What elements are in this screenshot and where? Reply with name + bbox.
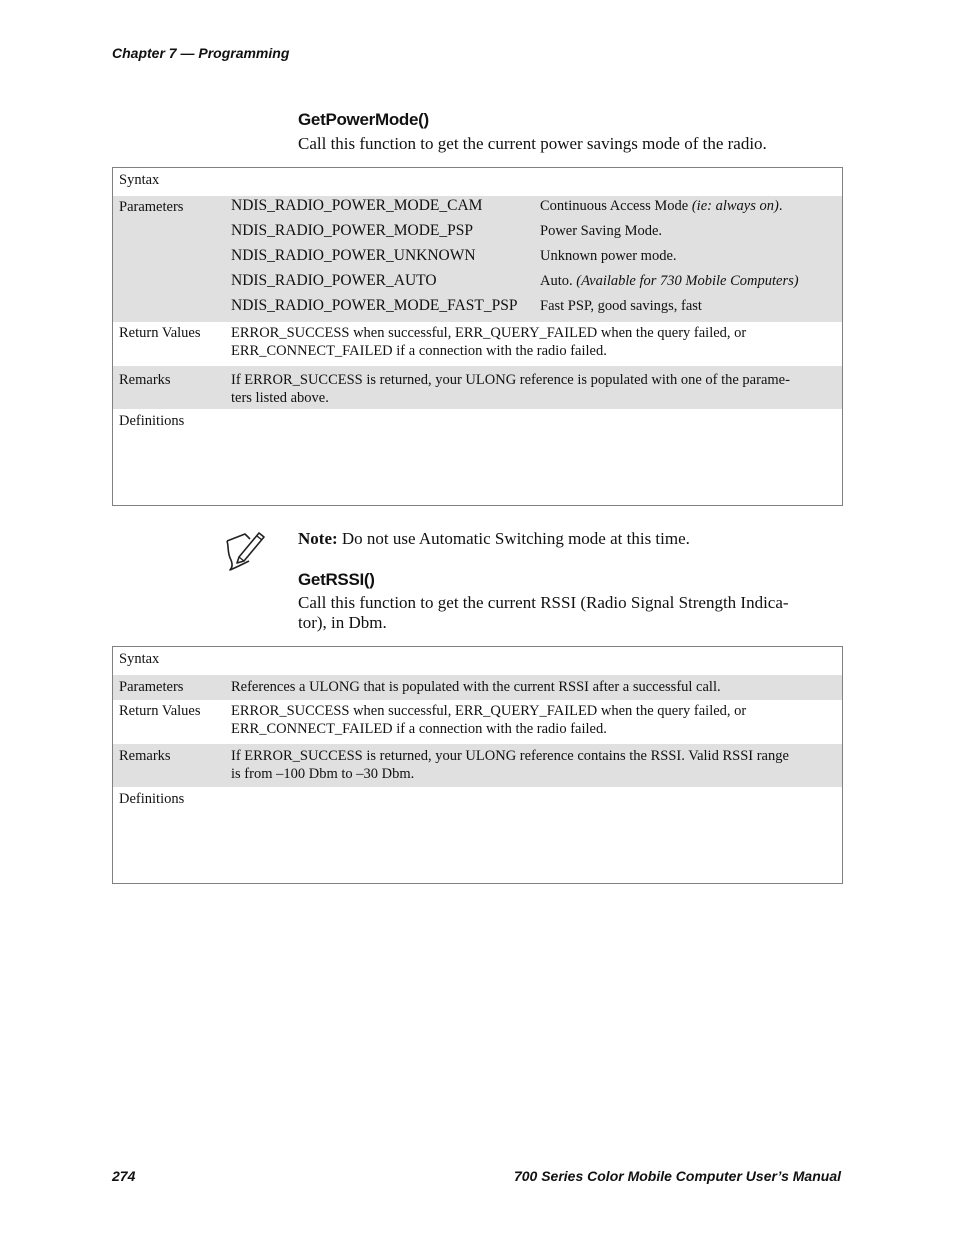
syntax-row bbox=[113, 168, 843, 197]
parameter-name: NDIS_RADIO_POWER_UNKNOWN bbox=[231, 246, 540, 271]
remarks-label: Remarks bbox=[113, 366, 232, 409]
remarks-text: If ERROR_SUCCESS is returned, your ULONG reference contains the RSSI. Valid RSSI range is from –100 Dbm to –30 Dbm. bbox=[231, 744, 843, 787]
return-values-row bbox=[113, 700, 843, 744]
parameter-description: Unknown power mode. bbox=[540, 246, 830, 271]
section-intro-getrssi: Call this function to get the current RSSI (Radio Signal Strength Indica- tor), in Dbm. bbox=[298, 593, 789, 632]
note-pencil-icon bbox=[223, 527, 269, 573]
parameter-name: NDIS_RADIO_POWER_MODE_CAM bbox=[231, 196, 540, 221]
parameter-item bbox=[231, 221, 830, 246]
manual-title: 700 Series Color Mobile Computer User’s Manual bbox=[513, 1168, 841, 1184]
definitions-row bbox=[113, 787, 843, 884]
parameter-list bbox=[231, 196, 830, 321]
remarks-label: Remarks bbox=[113, 744, 232, 787]
parameter-description: Continuous Access Mode (ie: always on). bbox=[540, 196, 830, 221]
parameters-label: Parameters bbox=[113, 675, 232, 700]
parameter-name: NDIS_RADIO_POWER_AUTO bbox=[231, 271, 540, 296]
remarks-row bbox=[113, 366, 843, 409]
parameters-row bbox=[113, 675, 843, 700]
running-head: Chapter 7 — Programming bbox=[112, 45, 290, 61]
syntax-label: Syntax bbox=[119, 172, 160, 188]
parameters-text: References a ULONG that is populated with the current RSSI after a successful call. bbox=[231, 675, 843, 700]
parameter-description: Power Saving Mode. bbox=[540, 221, 830, 246]
parameter-name: NDIS_RADIO_POWER_MODE_FAST_PSP bbox=[231, 296, 540, 321]
return-values-row bbox=[113, 322, 843, 366]
return-values-text: ERROR_SUCCESS when successful, ERR_QUERY_FAILED when the query failed, or ERR_CONNECT_FAILED if a connection with the radio failed. bbox=[231, 703, 747, 737]
parameters-row bbox=[113, 196, 843, 322]
getpowermode-table bbox=[112, 167, 843, 506]
note-text bbox=[298, 529, 690, 549]
note-label: Note: bbox=[298, 529, 338, 548]
parameter-item bbox=[231, 196, 830, 221]
parameter-item bbox=[231, 246, 830, 271]
syntax-label: Syntax bbox=[119, 651, 160, 667]
definitions-label: Definitions bbox=[119, 791, 185, 807]
parameter-item bbox=[231, 296, 830, 321]
parameter-description: Fast PSP, good savings, fast bbox=[540, 296, 830, 321]
definitions-row bbox=[113, 409, 843, 506]
remarks-row bbox=[113, 744, 843, 787]
syntax-row bbox=[113, 647, 843, 676]
parameters-label: Parameters bbox=[113, 196, 232, 322]
return-values-text: ERROR_SUCCESS when successful, ERR_QUERY_FAILED when the query failed, or ERR_CONNECT_FAILED if a connection with the radio failed. bbox=[231, 325, 747, 359]
return-values-label: Return Values bbox=[119, 325, 201, 341]
getrssi-table bbox=[112, 646, 843, 884]
return-values-label: Return Values bbox=[119, 703, 201, 719]
section-title-getrssi: GetRSSI() bbox=[298, 570, 375, 589]
page-number: 274 bbox=[112, 1168, 136, 1184]
parameter-name: NDIS_RADIO_POWER_MODE_PSP bbox=[231, 221, 540, 246]
parameter-description: Auto. (Available for 730 Mobile Computers) bbox=[540, 271, 830, 296]
note-body: Do not use Automatic Switching mode at this time. bbox=[337, 529, 690, 548]
section-title-getpowermode: GetPowerMode() bbox=[298, 110, 429, 129]
section-intro-getpowermode: Call this function to get the current power savings mode of the radio. bbox=[298, 134, 767, 153]
definitions-label: Definitions bbox=[119, 413, 185, 429]
parameter-item bbox=[231, 271, 830, 296]
remarks-text: If ERROR_SUCCESS is returned, your ULONG reference is populated with one of the parame- ters listed above. bbox=[231, 366, 843, 409]
